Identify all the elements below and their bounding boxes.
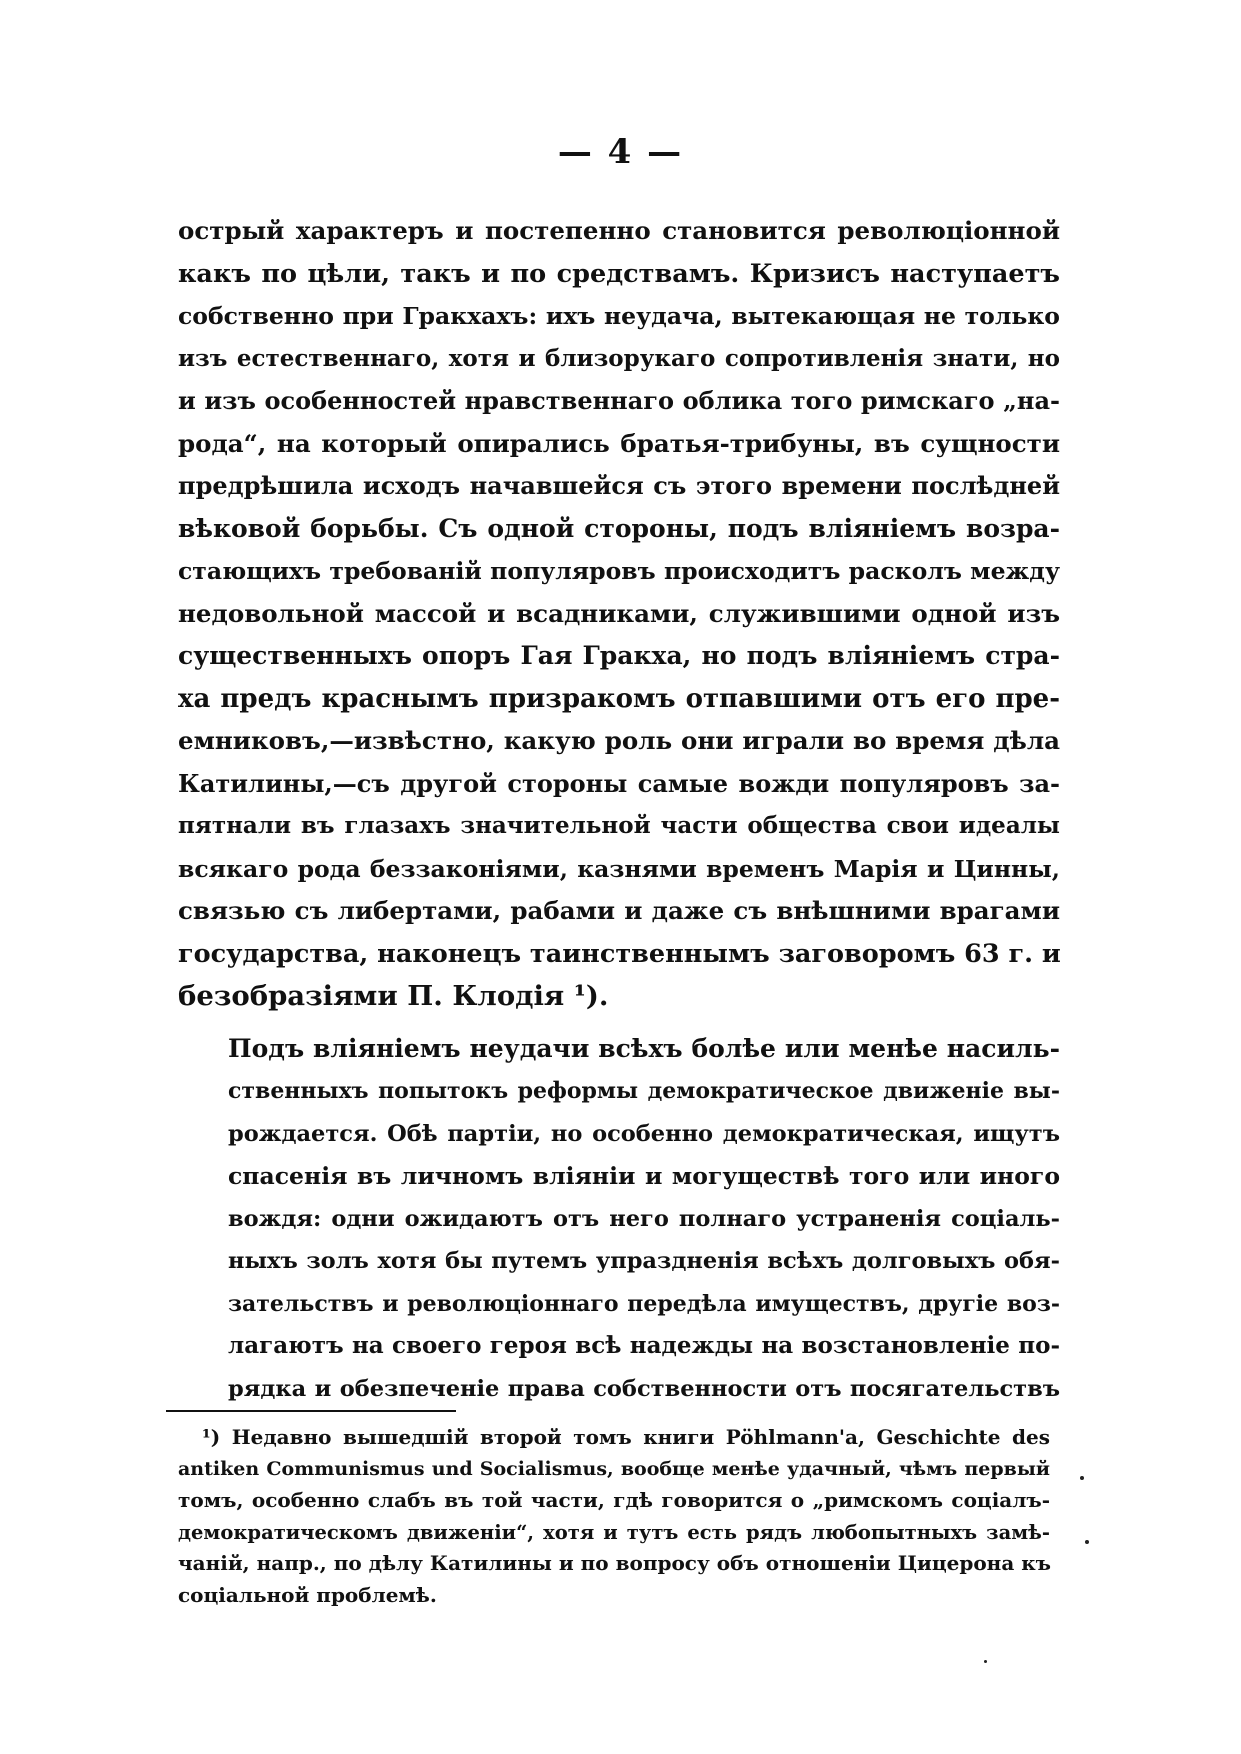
text-line: и изъ особенностей нравственнаго облика того римскаго „на- bbox=[178, 386, 1060, 415]
text-line: предрѣшила исходъ начавшейся съ этого времени послѣдней bbox=[178, 471, 1060, 500]
text-line: связью съ либертами, рабами и даже съ внѣшними врагами bbox=[178, 896, 1060, 925]
print-speck bbox=[1080, 1476, 1084, 1480]
print-speck bbox=[984, 1660, 987, 1663]
text-line: емниковъ,—извѣстно, какую роль они играли во время дѣла bbox=[178, 726, 1060, 755]
text-line: государства, наконецъ таинственнымъ заговоромъ 63 г. и bbox=[178, 938, 1061, 969]
footnote-line: соціальной проблемѣ. bbox=[178, 1582, 437, 1607]
text-line: острый характеръ и постепенно становится революціонной bbox=[178, 216, 1060, 245]
text-line: собственно при Гракхахъ: ихъ неудача, вытекающая не только bbox=[178, 302, 1060, 330]
text-line: Катилины,—съ другой стороны самые вожди популяровъ за- bbox=[178, 768, 1060, 798]
text-line: ха предъ краснымъ призракомъ отпавшими отъ его пре- bbox=[178, 683, 1060, 714]
footnote-divider bbox=[166, 1410, 456, 1412]
footnote-line: томъ, особенно слабъ въ той части, гдѣ говорится о „римскомъ соціалъ- bbox=[178, 1488, 1050, 1512]
text-line: лагаютъ на своего героя всѣ надежды на возстановленіе по- bbox=[228, 1332, 1060, 1359]
text-line: вождя: одни ожидаютъ отъ него полнаго устраненія соціаль- bbox=[228, 1205, 1060, 1232]
text-line: ныхъ золъ хотя бы путемъ упраздненія всѣхъ долговыхъ обя- bbox=[228, 1248, 1060, 1274]
footnote-line: демократическомъ движеніи“, хотя и тутъ есть рядъ любопытныхъ замѣ- bbox=[178, 1520, 1050, 1544]
footnote bbox=[178, 1422, 1050, 1611]
footnote-line: ¹) Недавно вышедшій второй томъ книги Pöhlmann'a, Geschichte des bbox=[202, 1425, 1050, 1449]
text-line: ственныхъ попытокъ реформы демократическое движеніе вы- bbox=[228, 1078, 1060, 1104]
text-line: недовольной массой и всадниками, служившими одной изъ bbox=[178, 598, 1060, 628]
text-line: пятнали въ глазахъ значительной части общества свои идеалы bbox=[178, 812, 1060, 839]
text-line: безобразіями П. Клодія ¹). bbox=[178, 980, 609, 1012]
main-text bbox=[178, 210, 1060, 1410]
text-line: спасенія въ личномъ вліяніи и могуществѣ того или иного bbox=[228, 1162, 1060, 1190]
text-line: рождается. Обѣ партіи, но особенно демократическая, ищутъ bbox=[228, 1120, 1060, 1147]
text-line: какъ по цѣли, такъ и по средствамъ. Кризисъ наступаетъ bbox=[178, 258, 1060, 289]
print-speck bbox=[1085, 1540, 1089, 1544]
text-line: существенныхъ опоръ Гая Гракха, но подъ вліяніемъ стра- bbox=[178, 641, 1060, 670]
text-line: зательствъ и революціоннаго передѣла имуществъ, другіе воз- bbox=[228, 1290, 1060, 1317]
text-line: изъ естественнаго, хотя и близорукаго сопротивленія знати, но bbox=[178, 344, 1060, 372]
text-line: рода“, на который опирались братья-трибуны, въ сущности bbox=[178, 428, 1060, 458]
text-line: всякаго рода беззаконіями, казнями временъ Марія и Цинны, bbox=[178, 854, 1060, 883]
paragraph-1 bbox=[178, 210, 1060, 1018]
paragraph-2 bbox=[178, 1028, 1060, 1411]
text-line: Подъ вліяніемъ неудачи всѣхъ болѣе или менѣе насиль- bbox=[228, 1033, 1060, 1063]
footnote-line: чаній, напр., по дѣлу Катилины и по вопросу объ отношеніи Цицерона къ bbox=[178, 1551, 1052, 1575]
page-number: — 4 — bbox=[557, 132, 684, 172]
text-line: вѣковой борьбы. Съ одной стороны, подъ вліяніемъ возра- bbox=[178, 513, 1060, 543]
footnote-line: antiken Communismus und Socialismus, вообще менѣе удачный, чѣмъ первый bbox=[178, 1457, 1050, 1480]
text-line: стающихъ требованій популяровъ происходитъ расколъ между bbox=[178, 557, 1060, 585]
text-line: рядка и обезпеченіе права собственности отъ посягательствъ bbox=[228, 1375, 1060, 1402]
